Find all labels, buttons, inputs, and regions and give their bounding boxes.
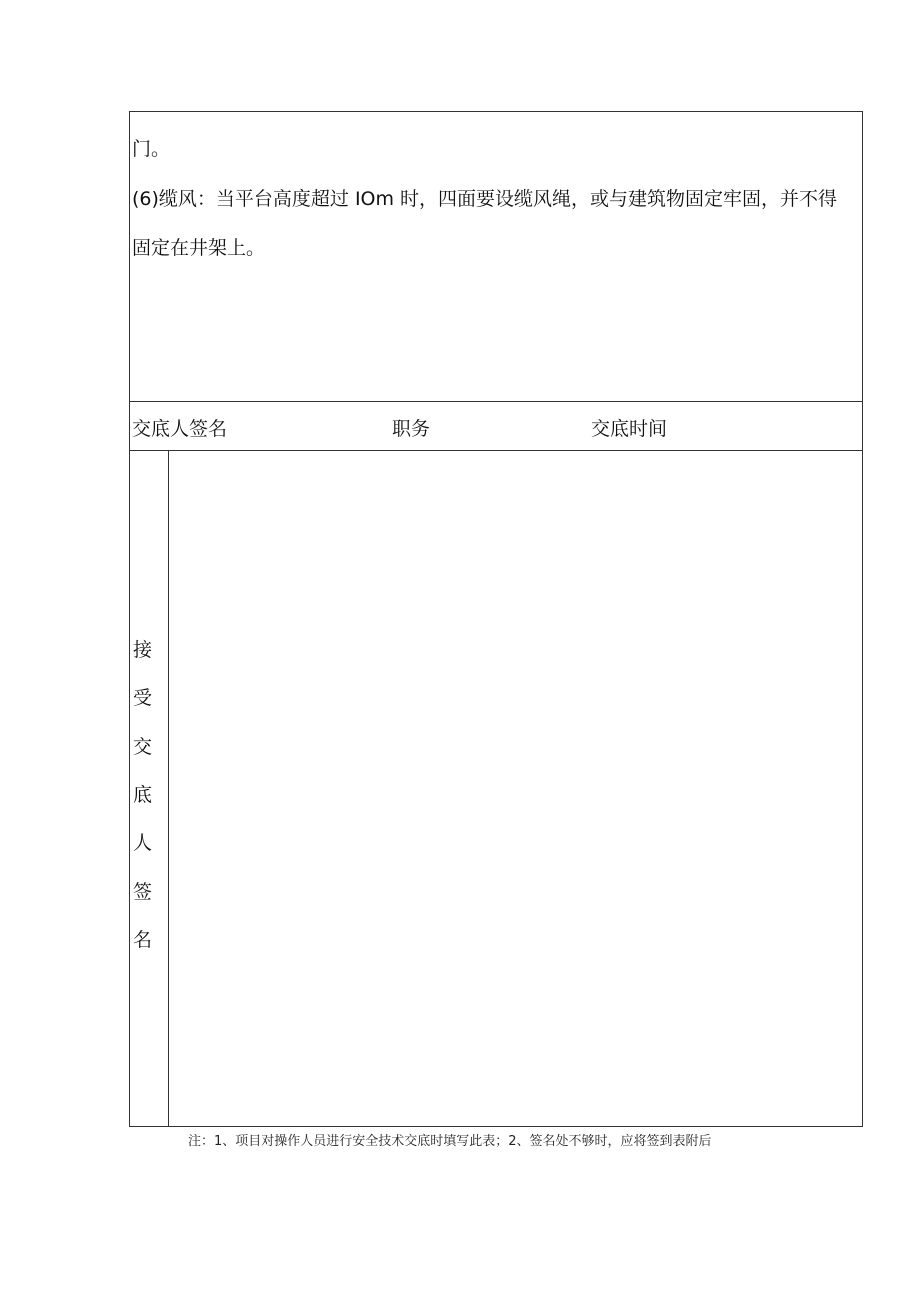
briefing-content-section: [130, 112, 862, 402]
label-char: 签: [133, 881, 153, 903]
signature-header-row: [130, 402, 862, 451]
label-char: 名: [133, 929, 153, 951]
content-line: 门。: [132, 138, 171, 160]
receiver-signature-section: [130, 451, 862, 1126]
position-label: 职务: [392, 418, 431, 440]
label-char: 接: [133, 639, 153, 661]
label-char: 交: [133, 736, 153, 758]
receiver-signature-area[interactable]: [169, 451, 862, 1126]
content-line: 固定在井架上。: [132, 237, 266, 259]
receiver-signature-label: [130, 451, 169, 1126]
briefer-signature-label: 交底人签名: [132, 418, 228, 440]
briefing-form-table: [129, 111, 863, 1127]
content-line: (6)缆风：当平台高度超过 IOm 时，四面要设缆风绳，或与建筑物固定牢固，并不得: [132, 188, 838, 210]
label-char: 人: [133, 832, 153, 854]
label-char: 受: [133, 687, 153, 709]
label-char: 底: [133, 784, 153, 806]
briefing-time-label: 交底时间: [591, 418, 668, 440]
footnote: 注：1、项目对操作人员进行安全技术交底时填写此表；2、签名处不够时，应将签到表附后: [188, 1134, 712, 1149]
